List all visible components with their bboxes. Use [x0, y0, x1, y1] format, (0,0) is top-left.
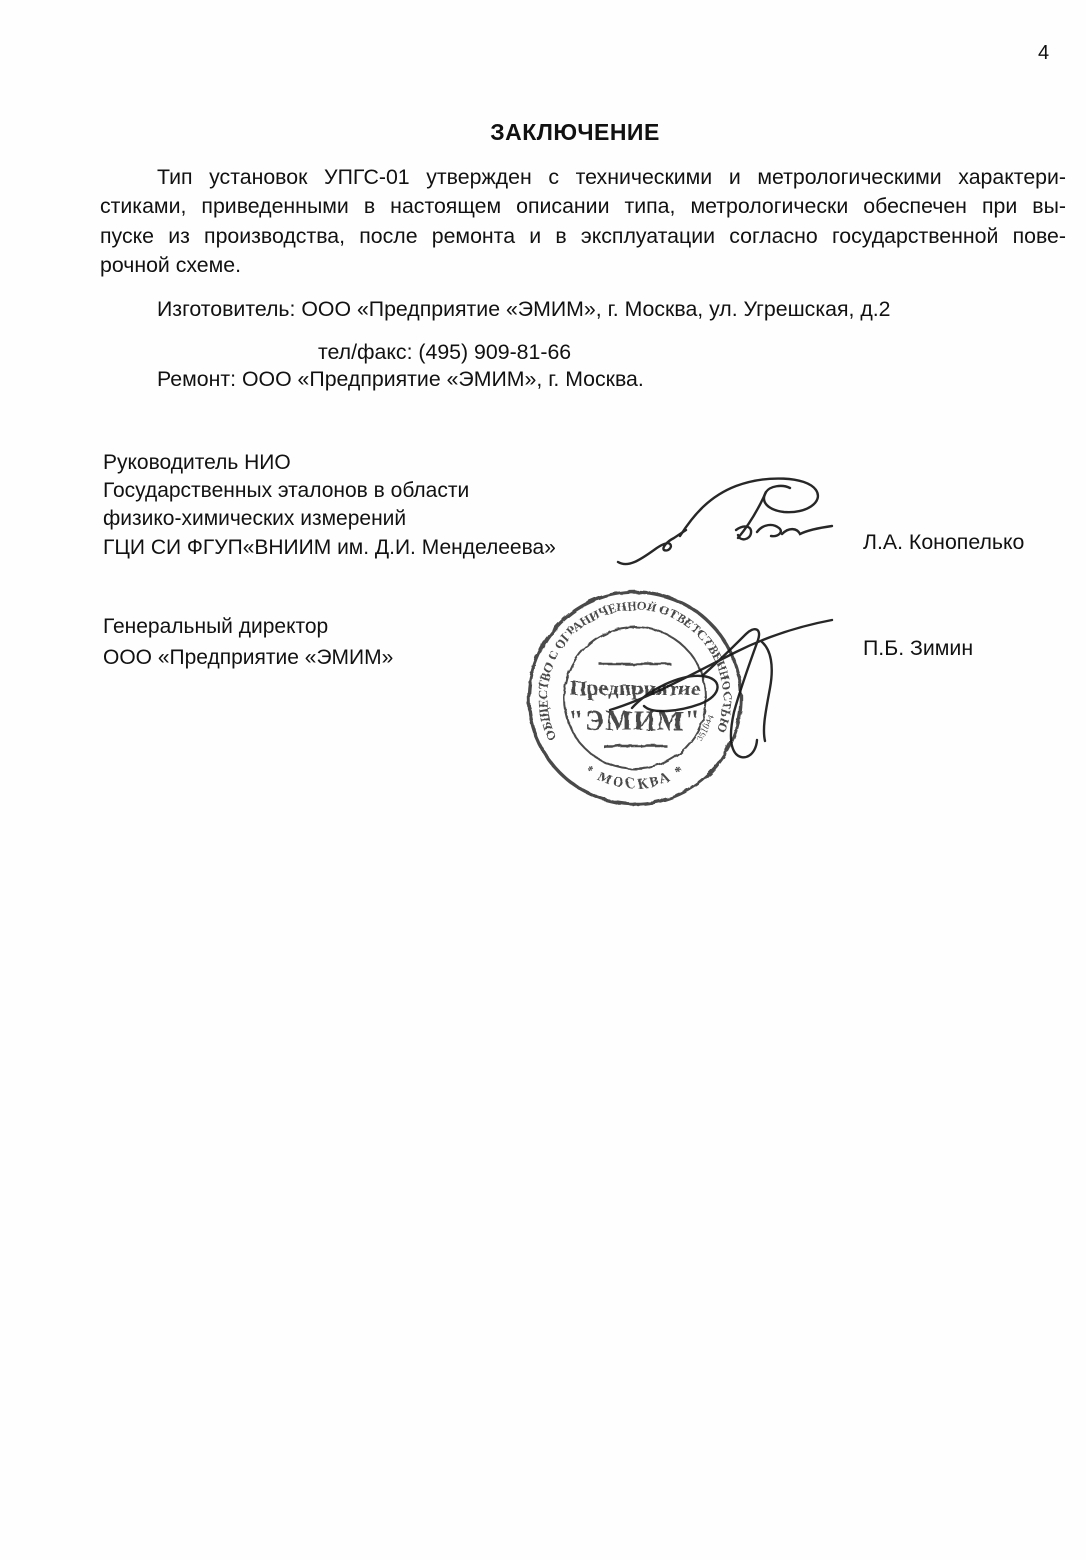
stamp-city-text: * МОСКВА *	[581, 762, 689, 793]
paragraph-line: пуске из производства, после ремонта и в эксплуатации согласно государственной пове-	[100, 223, 1066, 248]
signatory1-title-line: Руководитель НИО	[103, 451, 291, 474]
signatory1-title-line: Государственных эталонов в области	[103, 479, 470, 503]
stamp-reg-number: 351044	[695, 713, 717, 744]
repair-line: Ремонт: ООО «Предприятие «ЭМИМ», г. Москва.	[157, 367, 644, 391]
paragraph-line: рочной схеме.	[100, 253, 242, 278]
signatory2-title-block	[103, 611, 393, 673]
manufacturer-line: Изготовитель: ООО «Предприятие «ЭМИМ», г. Москва, ул. Угрешская, д.2	[157, 297, 891, 321]
stamp-center-line2: "ЭМИМ"	[568, 706, 702, 737]
stamp-ring-text: ОБЩЕСТВО С ОГРАНИЧЕННОЙ ОТВЕТСТВЕННОСТЬЮ	[535, 598, 735, 743]
signatory1-title-line: ГЦИ СИ ФГУП«ВНИИМ им. Д.И. Менделеева»	[103, 535, 556, 559]
signatory1-name: Л.А. Конопелько	[863, 530, 1025, 554]
conclusion-paragraph	[100, 163, 1066, 281]
signatory1-title-line: физико-химических измерений	[103, 507, 407, 531]
signature2-handwriting	[604, 608, 839, 783]
page-number: 4	[1038, 42, 1050, 64]
paragraph-line: Тип установок УПГС-01 утвержден с техническими и метрологическими характери-	[157, 165, 1066, 189]
signatory1-title-block	[103, 449, 556, 562]
signature1-handwriting	[610, 474, 855, 579]
signatory2-title-line: Генеральный директор	[103, 615, 329, 638]
phone-fax-line: тел/факс: (495) 909-81-66	[318, 340, 572, 364]
paragraph-line: стиками, приведенными в настоящем описании типа, метрологически обеспечен при вы-	[100, 194, 1066, 219]
signatory2-title-line: ООО «Предприятие «ЭМИМ»	[103, 646, 394, 669]
document-title: ЗАКЛЮЧЕНИЕ	[490, 119, 660, 145]
signatory2-name: П.Б. Зимин	[863, 636, 974, 660]
stamp-center-line1: Предприятие	[570, 676, 700, 700]
